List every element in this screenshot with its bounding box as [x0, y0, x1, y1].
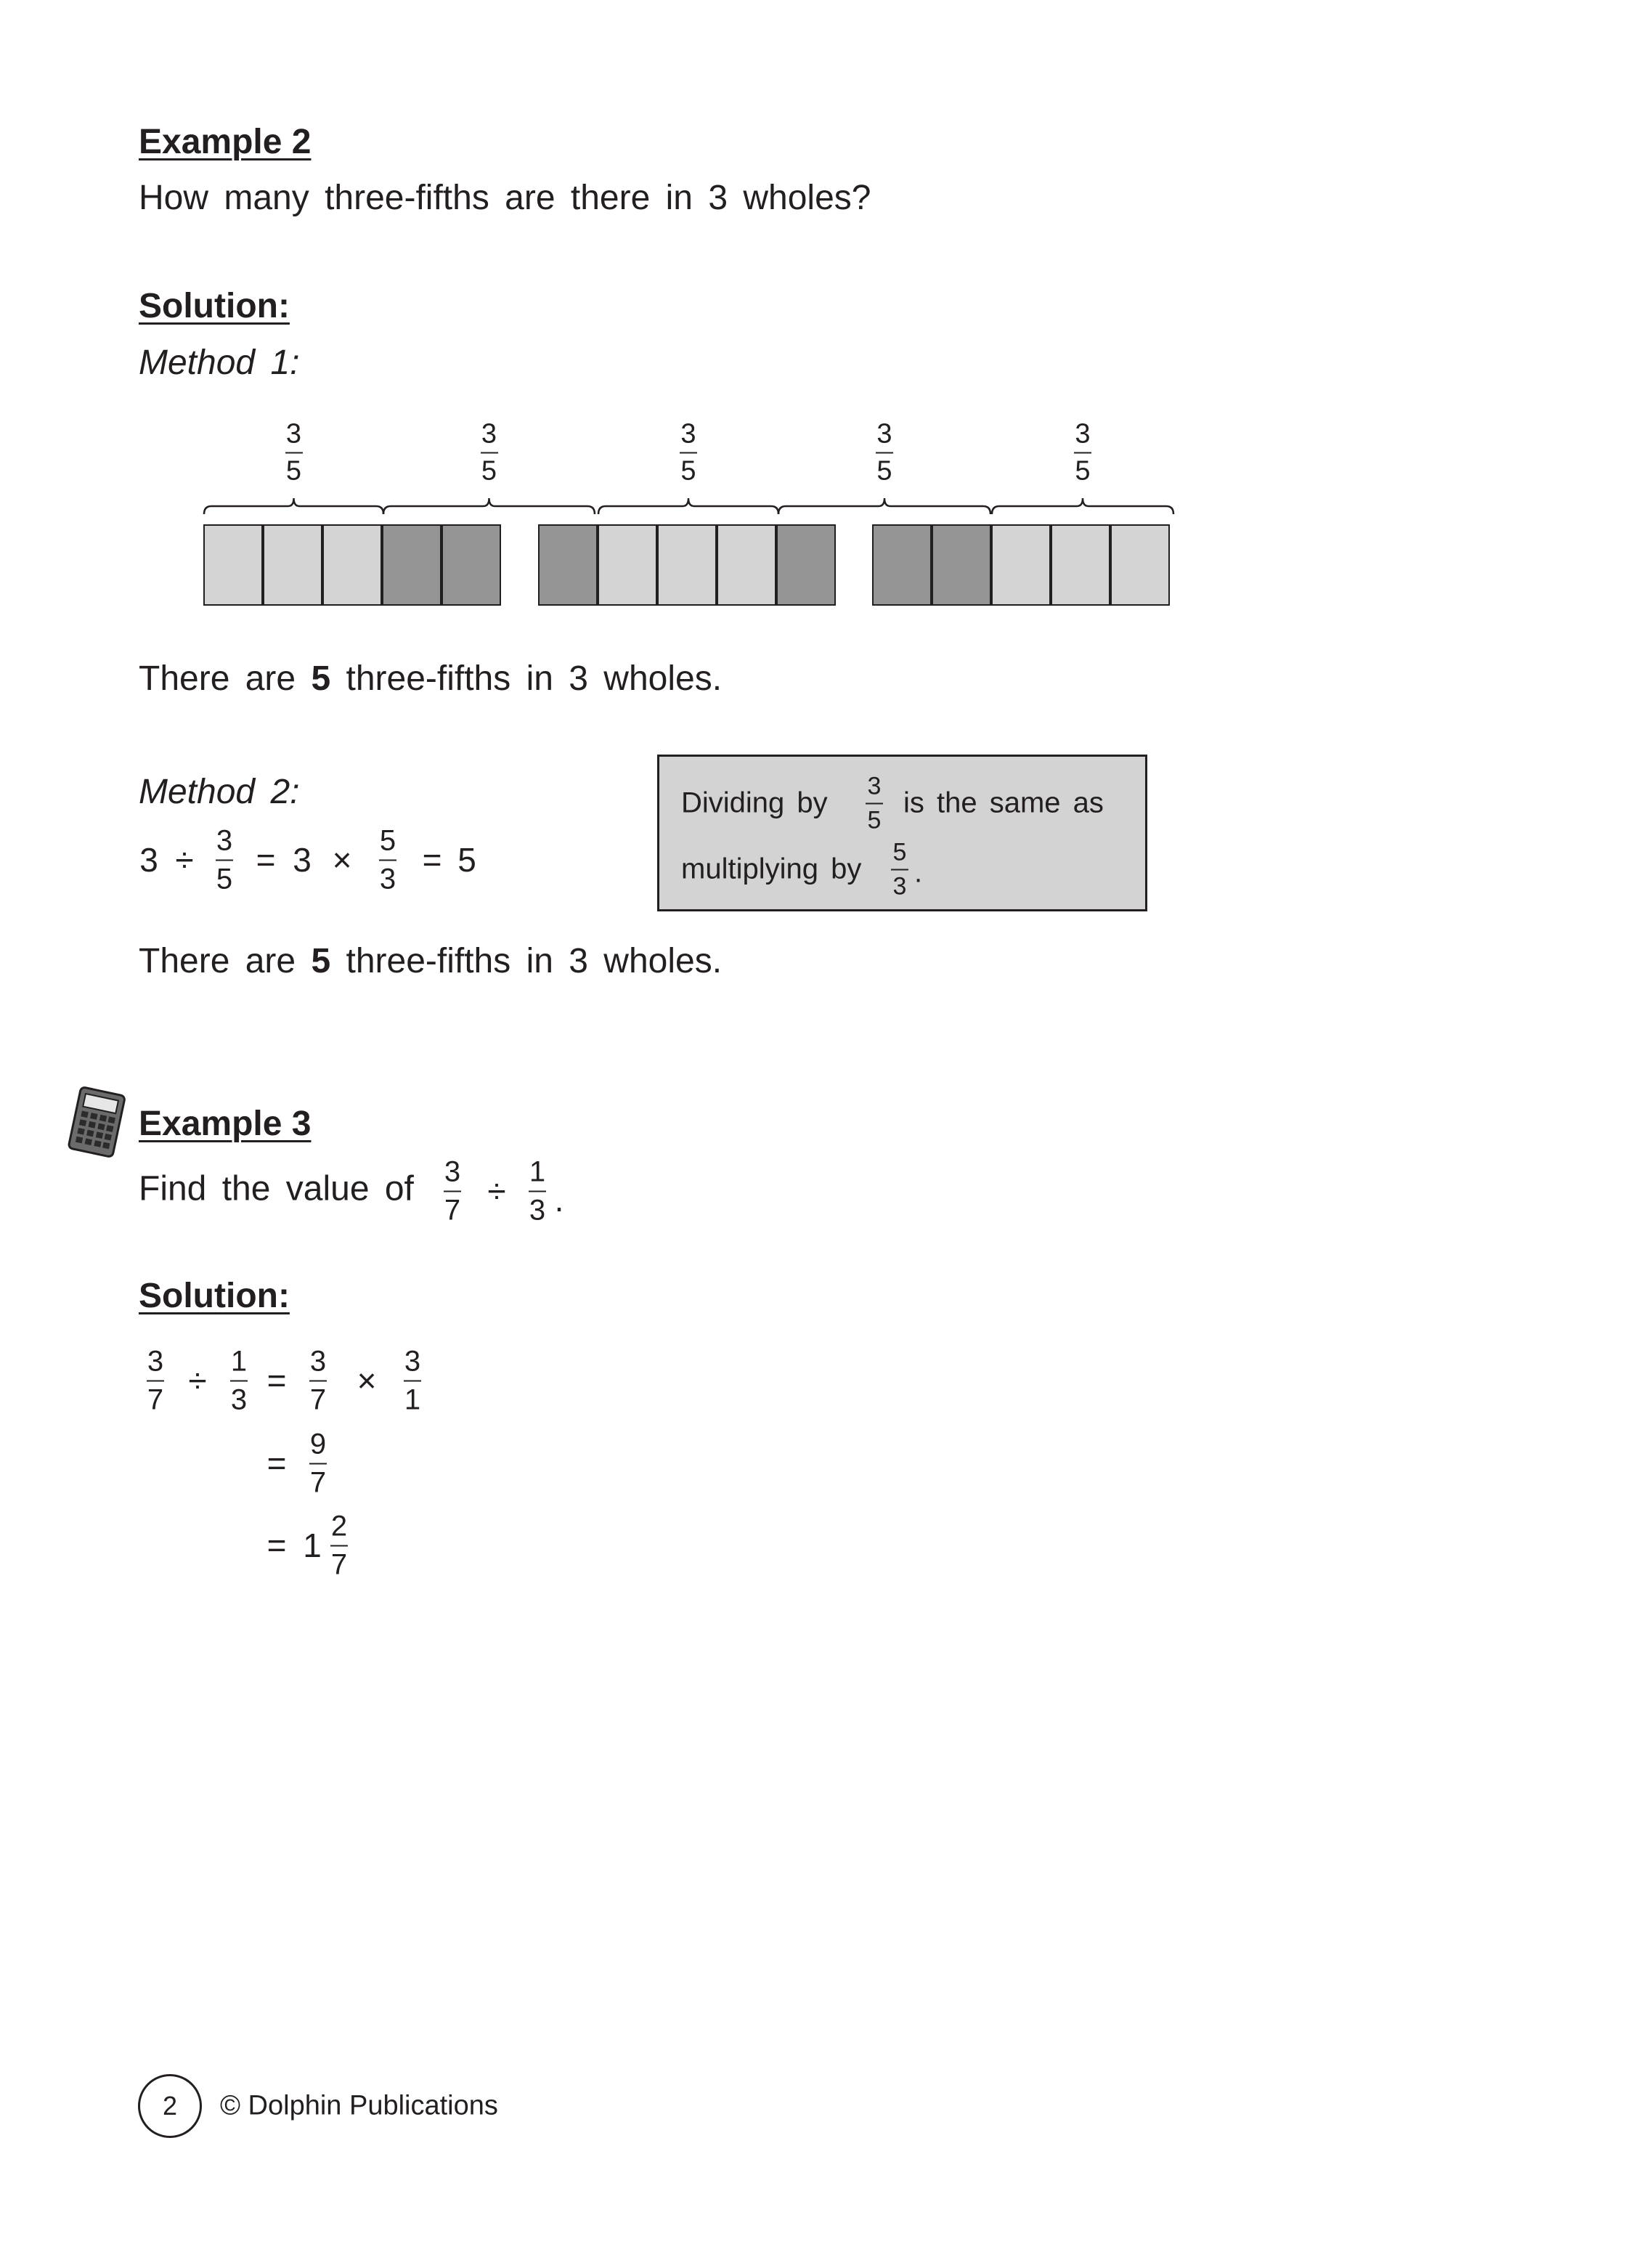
divide-symbol: ÷ [175, 841, 194, 879]
fraction-bar [147, 1381, 164, 1382]
numerator: 3 [481, 418, 497, 450]
divide-symbol: ÷ [188, 1362, 207, 1399]
numerator: 5 [379, 824, 396, 857]
fraction-bar [285, 452, 303, 454]
denominator: 7 [444, 1194, 461, 1227]
example-2-solution-label: Solution: [139, 287, 290, 325]
answer-text-end: three-fifths in 3 wholes. [330, 659, 723, 698]
denominator: 3 [379, 863, 396, 895]
numerator: 3 [680, 418, 696, 450]
fraction-bar [309, 1381, 327, 1382]
curly-brace-3 [598, 498, 778, 514]
step1-fraction-1 [147, 1347, 164, 1415]
bar-3-cell-1 [872, 524, 932, 606]
fraction-bar [891, 869, 908, 871]
answer-text-end: three-fifths in 3 wholes. [330, 942, 723, 980]
times-symbol: × [332, 841, 352, 879]
bar-1-cell-3 [322, 524, 382, 606]
copyright-notice: © Dolphin Publications [220, 2090, 498, 2121]
example-3-heading: Example 3 [139, 1105, 312, 1143]
fraction-bar [1074, 452, 1091, 454]
hint-line-2-start: multiplying by [681, 853, 862, 885]
equals-symbol: = [256, 841, 276, 879]
equation-value-3: 3 [139, 841, 158, 879]
bar-1-cell-1 [203, 524, 263, 606]
fraction-bar [529, 1191, 546, 1192]
hint-fraction-five-thirds [891, 840, 908, 899]
method-2-answer [139, 941, 722, 981]
bar-1-cell-5 [442, 524, 501, 606]
curly-brace-1 [204, 498, 383, 514]
denominator: 3 [529, 1194, 546, 1227]
mixed-number-whole: 1 [303, 1527, 322, 1564]
hint-line-1-start: Dividing by [681, 786, 828, 819]
equation-result: 5 [457, 841, 476, 879]
fraction-three-fifths [216, 826, 233, 894]
hint-box [657, 755, 1147, 911]
denominator: 7 [330, 1548, 348, 1581]
numerator: 3 [216, 824, 233, 857]
denominator: 7 [309, 1383, 327, 1416]
numerator: 3 [404, 1345, 421, 1378]
fraction-bar [444, 1191, 461, 1192]
equals-symbol-3: = [266, 1527, 287, 1564]
bar-2-cell-5 [776, 524, 836, 606]
denominator: 7 [147, 1383, 164, 1416]
brace-fraction-2 [481, 420, 498, 485]
bar-2-cell-4 [717, 524, 776, 606]
brace-fraction-4 [876, 420, 893, 485]
hint-line-1-end: is the same as [903, 786, 1104, 819]
equals-symbol-2: = [422, 841, 442, 879]
numerator: 1 [529, 1155, 546, 1188]
numerator: 3 [147, 1345, 164, 1378]
step1-fraction-2 [230, 1347, 248, 1415]
bar-3-cell-2 [932, 524, 991, 606]
brace-fraction-1 [285, 420, 303, 485]
bar-3-cell-3 [991, 524, 1051, 606]
numerator: 9 [309, 1428, 327, 1460]
fraction-bar [379, 860, 396, 861]
curly-brace-5 [992, 498, 1173, 514]
denominator: 5 [680, 455, 696, 487]
hint-fraction-three-fifths [866, 774, 883, 833]
answer-number: 5 [311, 659, 331, 698]
fraction-bar [330, 1545, 348, 1547]
answer-text-start: There are [139, 942, 312, 980]
equals-symbol-2: = [266, 1444, 287, 1482]
fraction-bar [680, 452, 697, 454]
brace-fraction-3 [680, 420, 697, 485]
bar-2-cell-3 [657, 524, 717, 606]
times-symbol: × [357, 1362, 377, 1399]
fraction-bar [216, 860, 233, 861]
bar-1-cell-2 [263, 524, 322, 606]
method-1-answer [139, 659, 722, 699]
question-text: Find the value of [139, 1169, 414, 1208]
denominator: 5 [1075, 455, 1091, 487]
denominator: 5 [876, 455, 892, 487]
denominator: 3 [892, 872, 907, 901]
method-2-label: Method 2: [139, 773, 300, 811]
answer-text-start: There are [139, 659, 312, 698]
fraction-bar [309, 1463, 327, 1465]
numerator: 3 [867, 772, 882, 800]
numerator: 3 [444, 1155, 461, 1188]
bar-2-cell-1 [538, 524, 598, 606]
bar-1-cell-4 [382, 524, 442, 606]
step1-fraction-3 [309, 1347, 327, 1415]
question-period: . [554, 1181, 564, 1219]
denominator: 5 [285, 455, 302, 487]
step1-fraction-4 [404, 1347, 421, 1415]
divide-symbol: ÷ [487, 1172, 506, 1210]
curly-braces [196, 487, 1184, 523]
numerator: 3 [309, 1345, 327, 1378]
fraction-bar [866, 803, 883, 805]
fraction-bar [404, 1381, 421, 1382]
brace-fraction-5 [1074, 420, 1091, 485]
curly-brace-4 [778, 498, 990, 514]
fraction-bar [876, 452, 893, 454]
denominator: 3 [230, 1383, 248, 1416]
example-2-question: How many three-fifths are there in 3 wholes? [139, 179, 871, 217]
example-3-solution-label: Solution: [139, 1277, 290, 1315]
fraction-three-sevenths [444, 1155, 461, 1227]
equals-symbol: = [266, 1362, 287, 1399]
mixed-number-fraction [330, 1512, 348, 1580]
denominator: 7 [309, 1466, 327, 1499]
fraction-bar [230, 1381, 248, 1382]
denominator: 5 [867, 806, 882, 834]
denominator: 1 [404, 1383, 421, 1416]
fraction-bar [481, 452, 498, 454]
denominator: 5 [216, 863, 233, 895]
answer-number: 5 [311, 942, 331, 980]
method-1-label: Method 1: [139, 344, 300, 382]
numerator: 3 [285, 418, 302, 450]
step2-fraction [309, 1430, 327, 1497]
numerator: 3 [1075, 418, 1091, 450]
fraction-five-thirds [379, 826, 396, 894]
numerator: 2 [330, 1510, 348, 1542]
denominator: 5 [481, 455, 497, 487]
numerator: 3 [876, 418, 892, 450]
curly-brace-2 [383, 498, 595, 514]
fraction-one-third [529, 1155, 546, 1227]
calculator-icon [64, 1086, 129, 1159]
hint-line-2-period: . [914, 856, 923, 889]
bar-3-cell-5 [1110, 524, 1170, 606]
equation-value-3b: 3 [293, 841, 312, 879]
page-number: 2 [138, 2074, 202, 2138]
numerator: 1 [230, 1345, 248, 1378]
numerator: 5 [892, 838, 907, 866]
bar-3-cell-4 [1051, 524, 1110, 606]
bar-2-cell-2 [598, 524, 657, 606]
example-2-heading: Example 2 [139, 123, 312, 161]
